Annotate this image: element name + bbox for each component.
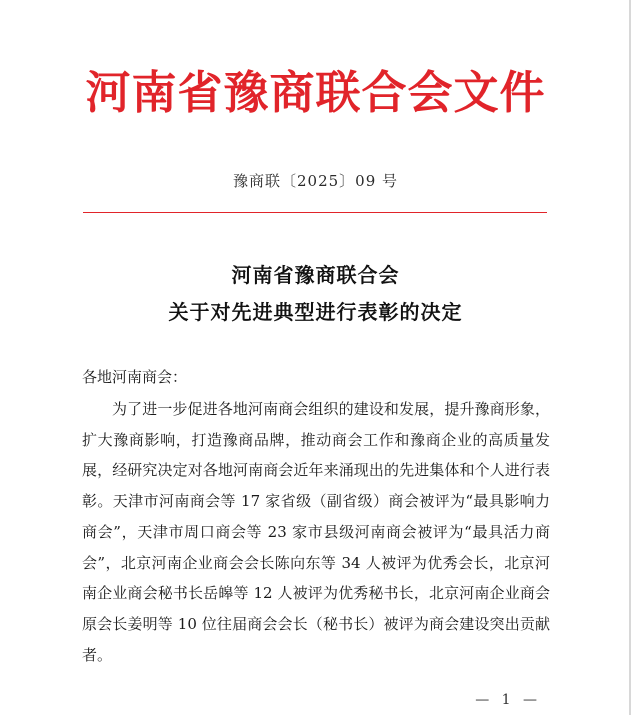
masthead-separator [83, 212, 547, 213]
title-line-1: 河南省豫商联合会 [231, 263, 400, 287]
document-number: 豫商联〔2025〕09 号 [232, 172, 399, 190]
document-masthead: 河南省豫商联合会文件 [85, 66, 546, 119]
page-number: — 1 — [475, 692, 541, 708]
body-paragraph: 为了进一步促进各地河南商会组织的建设和发展，提升豫商形象，扩大豫商影响，打造豫商品牌，推动商会工作和豫商企业的高质量发展，经研究决定对各地河南商会近年来涌现出的先进集体和个人进行表彰。天津市河南商会等 17 家省级（副省级）商会被评为“最具影响力商会”，天津市周口商会等 23 家市县级河南商会被评为“最具活力商会”，北京河南企业商会会长陈向东等 34 人被评为优秀会长，北京河南企业商会秘书长岳皞等 12 人被评为优秀秘书长，北京河南企业商会原会长姜明等 10 位往届商会会长（秘书长）被评为商会建设突出贡献者。 [82, 400, 550, 664]
salutation: 各地河南商会： [82, 368, 188, 386]
title-line-2: 关于对先进典型进行表彰的决定 [168, 300, 463, 324]
